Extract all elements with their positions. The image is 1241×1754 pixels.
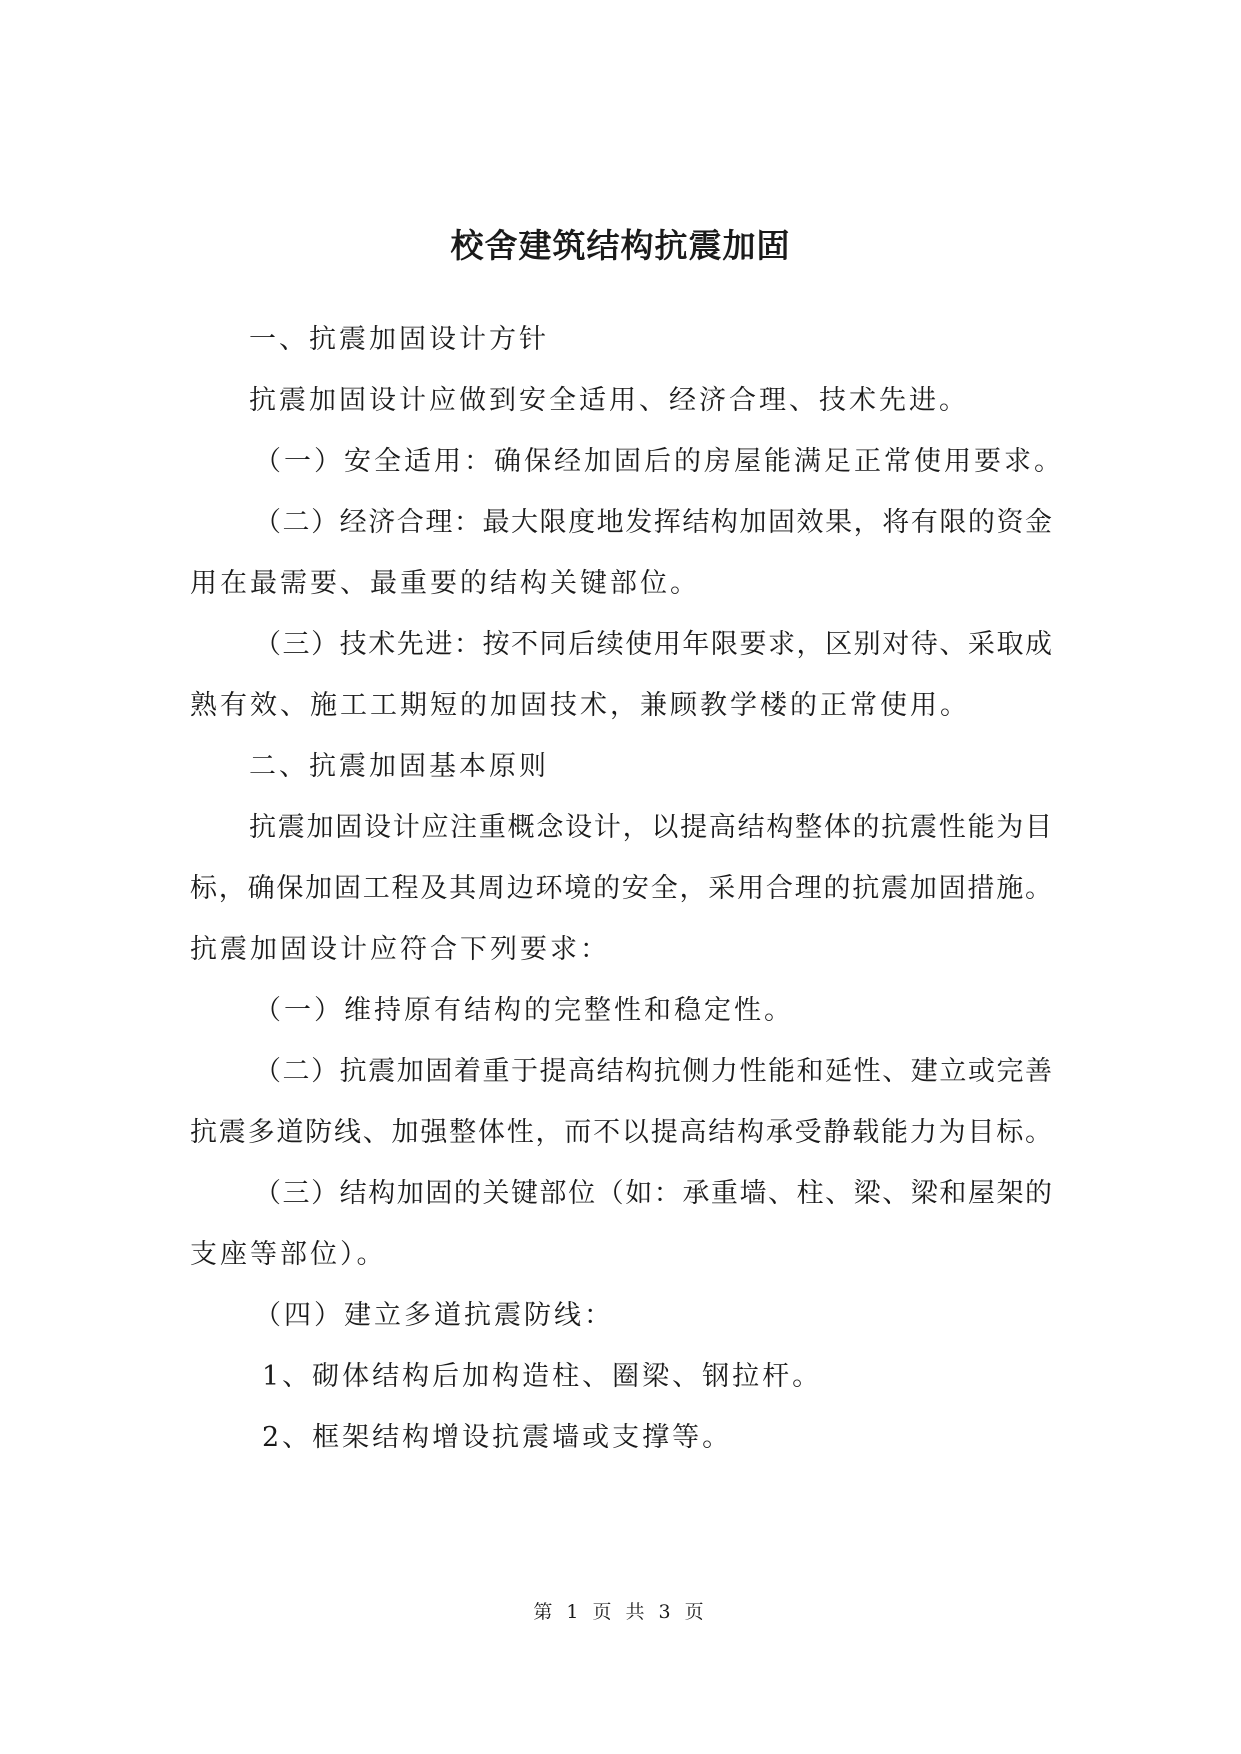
paragraph-line: 标，确保加固工程及其周边环境的安全，采用合理的抗震加固措施。 xyxy=(190,873,1052,904)
section-heading-2: 二、抗震加固基本原则 xyxy=(249,751,549,782)
paragraph-line: （三）结构加固的关键部位（如：承重墙、柱、梁、梁和屋架的 xyxy=(254,1178,1052,1209)
paragraph-line: （二）抗震加固着重于提高结构抗侧力性能和延性、建立或完善 xyxy=(254,1056,1052,1087)
paragraph-line: 抗震多道防线、加强整体性，而不以提高结构承受静载能力为目标。 xyxy=(190,1117,1052,1148)
paragraph-line: （三）技术先进：按不同后续使用年限要求，区别对待、采取成 xyxy=(254,629,1052,660)
paragraph-line: 熟有效、施工工期短的加固技术，兼顾教学楼的正常使用。 xyxy=(190,690,970,721)
paragraph-line: （一）维持原有结构的完整性和稳定性。 xyxy=(254,995,794,1026)
paragraph-line: 抗震加固设计应注重概念设计，以提高结构整体的抗震性能为目 xyxy=(249,812,1052,843)
paragraph-line: 抗震加固设计应符合下列要求： xyxy=(190,934,610,965)
section-heading-1: 一、抗震加固设计方针 xyxy=(249,324,549,355)
list-item: 1、砌体结构后加构造柱、圈梁、钢拉杆。 xyxy=(262,1361,823,1392)
paragraph-line: 抗震加固设计应做到安全适用、经济合理、技术先进。 xyxy=(249,385,969,416)
list-item: 2、框架结构增设抗震墙或支撑等。 xyxy=(262,1422,733,1453)
document-title: 校舍建筑结构抗震加固 xyxy=(450,226,791,265)
paragraph-line: （二）经济合理：最大限度地发挥结构加固效果，将有限的资金 xyxy=(254,507,1052,538)
paragraph-line: （四）建立多道抗震防线： xyxy=(254,1300,614,1331)
page-number-footer: 第 1 页 共 3 页 xyxy=(533,1601,708,1623)
paragraph-line: 用在最需要、最重要的结构关键部位。 xyxy=(190,568,700,599)
paragraph-line: 支座等部位）。 xyxy=(190,1239,387,1270)
paragraph-line: （一）安全适用：确保经加固后的房屋能满足正常使用要求。 xyxy=(254,446,1064,477)
